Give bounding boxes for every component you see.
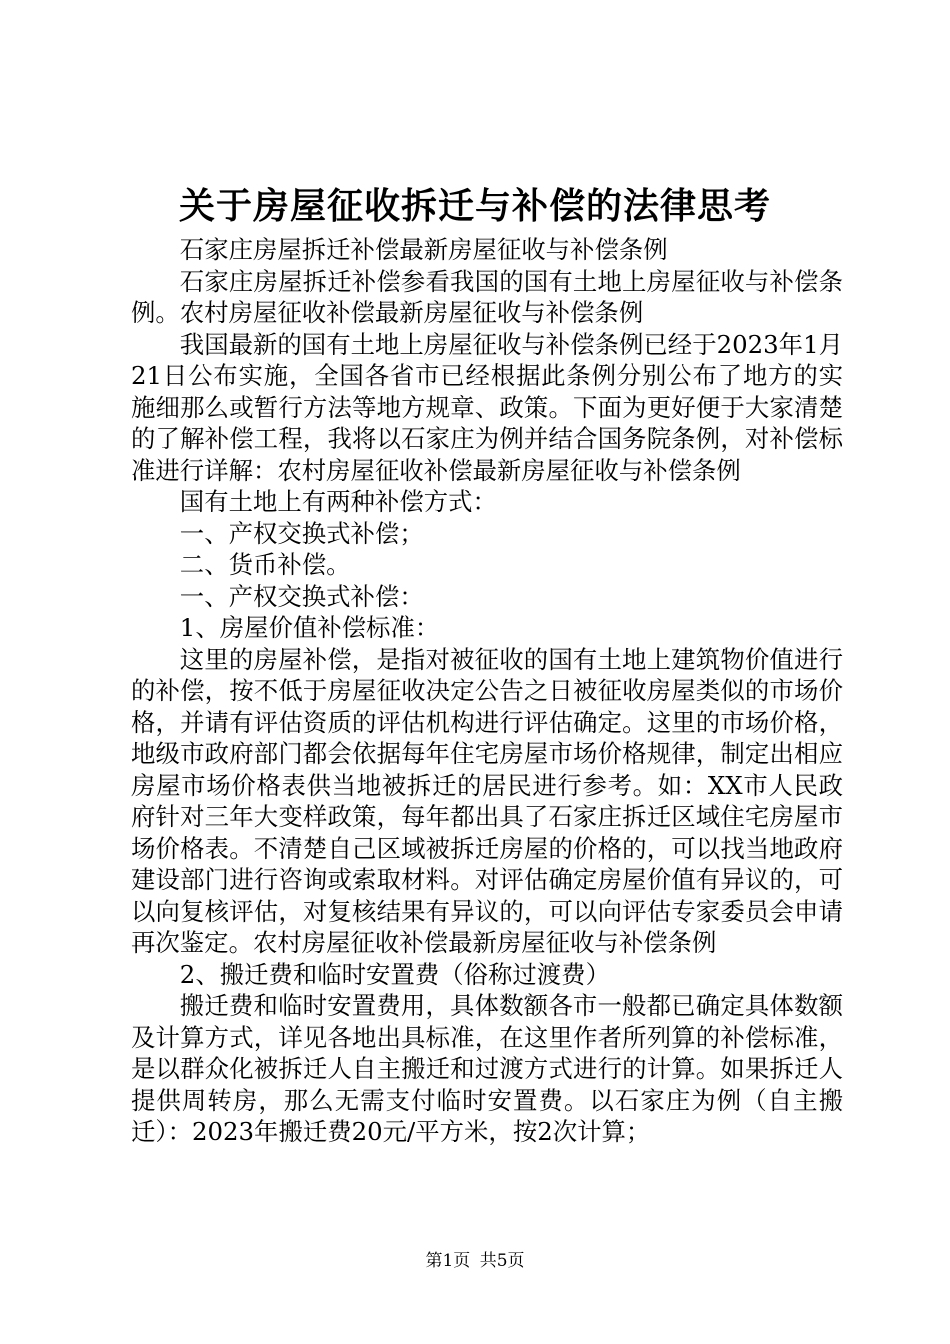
paragraph: 1、房屋价值补偿标准： xyxy=(179,613,440,642)
paragraph: 搬迁费和临时安置费用，具体数额各市一般都已确定具体数额及计算方式，详见各地出具标准，在这里作者所列算的补偿标准，是以群众化被拆迁人自主搬迁和过渡方式进行的计算。如果拆迁人提供周转房，那么无需支付临时安置费。以石家庄为例（自主搬迁）：2023年搬迁费20元/平方米，按2次计算； xyxy=(131,991,843,1146)
paragraph: 2、搬迁费和临时安置费（俗称过渡费） xyxy=(179,959,610,989)
paragraph: 石家庄房屋拆迁补偿最新房屋征收与补偿条例 xyxy=(179,235,668,264)
document-title: 关于房屋征收拆迁与补偿的法律思考 xyxy=(178,185,771,227)
paragraph: 一、产权交换式补偿： xyxy=(179,581,424,611)
paragraph: 二、货币补偿。 xyxy=(179,550,351,579)
page-number: 第1页 xyxy=(425,1251,471,1271)
paragraph: 一、产权交换式补偿； xyxy=(179,518,424,548)
paragraph: 国有土地上有两种补偿方式： xyxy=(179,487,497,516)
paragraph: 石家庄房屋拆迁补偿参看我国的国有土地上房屋征收与补偿条例。农村房屋征收补偿最新房屋征收与补偿条例 xyxy=(131,266,843,327)
page-total: 共5页 xyxy=(479,1251,525,1271)
document-body xyxy=(131,234,843,1148)
paragraph: 这里的房屋补偿，是指对被征收的国有土地上建筑物价值进行的补偿，按不低于房屋征收决定公告之日被征收房屋类似的市场价格，并请有评估资质的评估机构进行评估确定。这里的市场价格，地级市政府部门都会依据每年住宅房屋市场价格规律，制定出相应房屋市场价格表供当地被拆迁的居民进行参考。如：XX市人民政府针对三年大变样政策，每年都出具了石家庄拆迁区域住宅房屋市场价格表。不清楚自己区域被拆迁房屋的价格的，可以找当地政府建设部门进行咨询或索取材料。对评估确定房屋价值有异议的，可以向复核评估，对复核结果有异议的，可以向评估专家委员会申请再次鉴定。农村房屋征收补偿最新房屋征收与补偿条例 xyxy=(131,644,843,957)
paragraph: 我国最新的国有土地上房屋征收与补偿条例已经于2023年1月21日公布实施，全国各省市已经根据此条例分别公布了地方的实施细那么或暂行方法等地方规章、政策。下面为更好便于大家清楚的了解补偿工程，我将以石家庄为例并结合国务院条例，对补偿标准进行详解：农村房屋征收补偿最新房屋征收与补偿条例 xyxy=(131,329,843,485)
page-footer xyxy=(0,1246,950,1271)
